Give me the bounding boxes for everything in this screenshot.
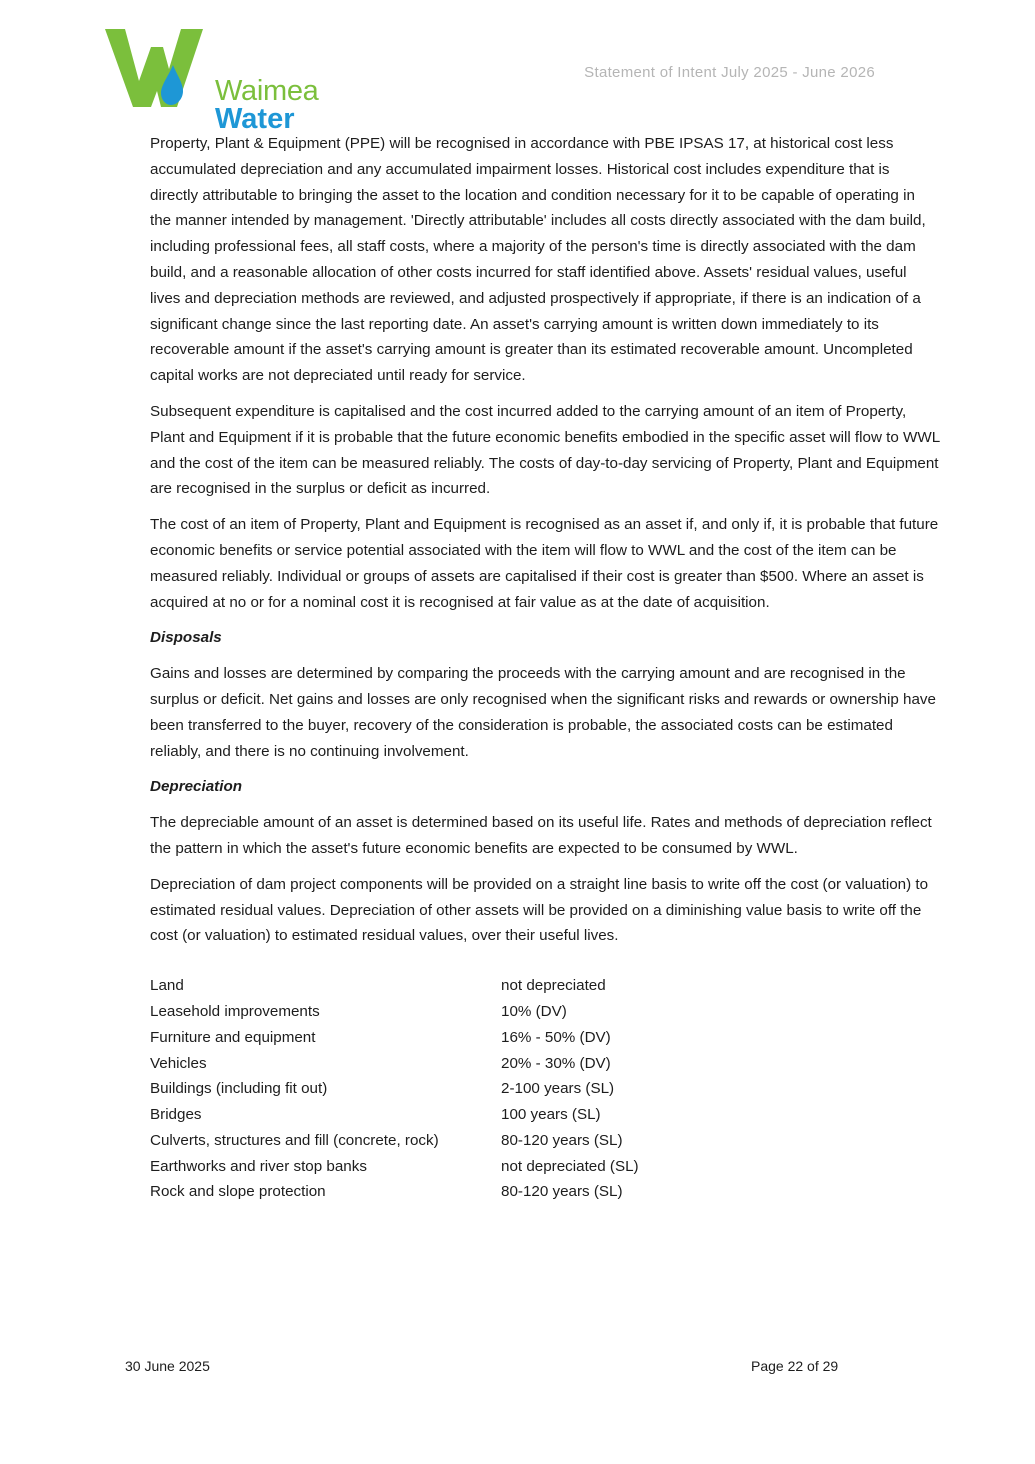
paragraph-depreciation-methods: Depreciation of dam project components will be provided on a straight line basis to write off the cost (or valuation) to estimated residual values. Depreciation of other assets will be provided on a diminishing value basis to write off the cost (or valuation) to estimated residual values, over their useful lives. [150,875,929,945]
table-row [150,1179,639,1205]
main-content [150,131,940,1205]
asset-class-cell: Buildings (including fit out) [150,1080,328,1098]
paragraph-ppe-recognition: Property, Plant & Equipment (PPE) will be recognised in accordance with PBE IPSAS 17, at historical cost less accumulated depreciation and any accumulated impairment losses. Historical cost includes expenditure that is directly attributable to bringing the asset to the location and condition necessary for it to be capable of operating in the manner intended by management. 'Directly attributable' includes all costs directly associated with the dam build, including professional fees, all staff costs, where a majority of the person's time is directly associated with the dam build, and a reasonable allocation of other costs incurred for staff identified above. Assets' residual values, useful lives and depreciation methods are reviewed, and adjusted prospectively if appropriate, if there is an indication of a significant change since the last reporting date. An asset's carrying amount is written down immediately to its recoverable amount if the asset's carrying amount is greater than its estimated recoverable amount. Uncompleted capital works are not depreciated until ready for service. [150,135,926,385]
footer-date: 30 June 2025 [125,1358,210,1374]
document-title: Statement of Intent July 2025 - June 2026 [584,64,875,81]
logo-text-waimea: Waimea [215,75,319,107]
rate-cell: 80-120 years (SL) [501,1183,623,1201]
asset-class-cell: Culverts, structures and fill (concrete, rock) [150,1131,439,1149]
asset-class-cell: Bridges [150,1106,202,1124]
table-row [150,1051,639,1077]
asset-class-cell: Leasehold improvements [150,1002,320,1020]
table-row [150,1128,639,1154]
rate-cell: not depreciated (SL) [501,1157,639,1175]
paragraph-depreciable-amount: The depreciable amount of an asset is determined based on its useful life. Rates and methods of depreciation reflect the pattern in which the asset's future economic benefits are expected to be consumed by WWL. [150,814,932,857]
logo-text-water: Water [215,103,295,135]
paragraph-subsequent-expenditure: Subsequent expenditure is capitalised and the cost incurred added to the carrying amount of an item of Property, Plant and Equipment if it is probable that the future economic benefits embodied in the specific asset will flow to WWL and the cost of the item can be measured reliably. The costs of day-to-day servicing of Property, Plant and Equipment are recognised in the surplus or deficit as incurred. [150,402,940,498]
rate-cell: 16% - 50% (DV) [501,1028,611,1046]
rate-cell: 2-100 years (SL) [501,1080,615,1098]
rate-cell: not depreciated [501,977,606,995]
waimea-w-logo-icon [103,25,207,109]
asset-class-cell: Vehicles [150,1054,207,1072]
asset-class-cell: Furniture and equipment [150,1028,316,1046]
table-row [150,1076,639,1102]
table-row [150,1154,639,1180]
table-row [150,973,639,999]
paragraph-disposals: Gains and losses are determined by comparing the proceeds with the carrying amount and are recognised in the surplus or deficit. Net gains and losses are only recognised when the significant risks and rewards or ownership have been transferred to the buyer, recovery of the consideration is probable, the associated costs can be estimated reliably, and there is no continuing involvement. [150,665,936,760]
heading-depreciation: Depreciation [150,778,242,796]
rate-cell: 100 years (SL) [501,1106,601,1124]
depreciation-rates-table [150,973,639,1205]
waimea-water-logo [103,25,343,135]
table-row [150,1102,639,1128]
table-row [150,999,639,1025]
table-row [150,1025,639,1051]
asset-class-cell: Land [150,977,184,995]
rate-cell: 20% - 30% (DV) [501,1054,611,1072]
asset-class-cell: Earthworks and river stop banks [150,1157,367,1175]
asset-class-cell: Rock and slope protection [150,1183,326,1201]
paragraph-cost-recognition: The cost of an item of Property, Plant and Equipment is recognised as an asset if, and only if, it is probable that future economic benefits or service potential associated with the item will flow to WWL and the cost of the item can be measured reliably. Individual or groups of assets are capitalised if their cost is greater than $500. Where an asset is acquired at no or for a nominal cost it is recognised at fair value as at the date of acquisition. [150,516,939,611]
footer-page-number: Page 22 of 29 [751,1358,839,1374]
heading-disposals: Disposals [150,629,222,647]
rate-cell: 10% (DV) [501,1002,567,1020]
rate-cell: 80-120 years (SL) [501,1131,623,1149]
